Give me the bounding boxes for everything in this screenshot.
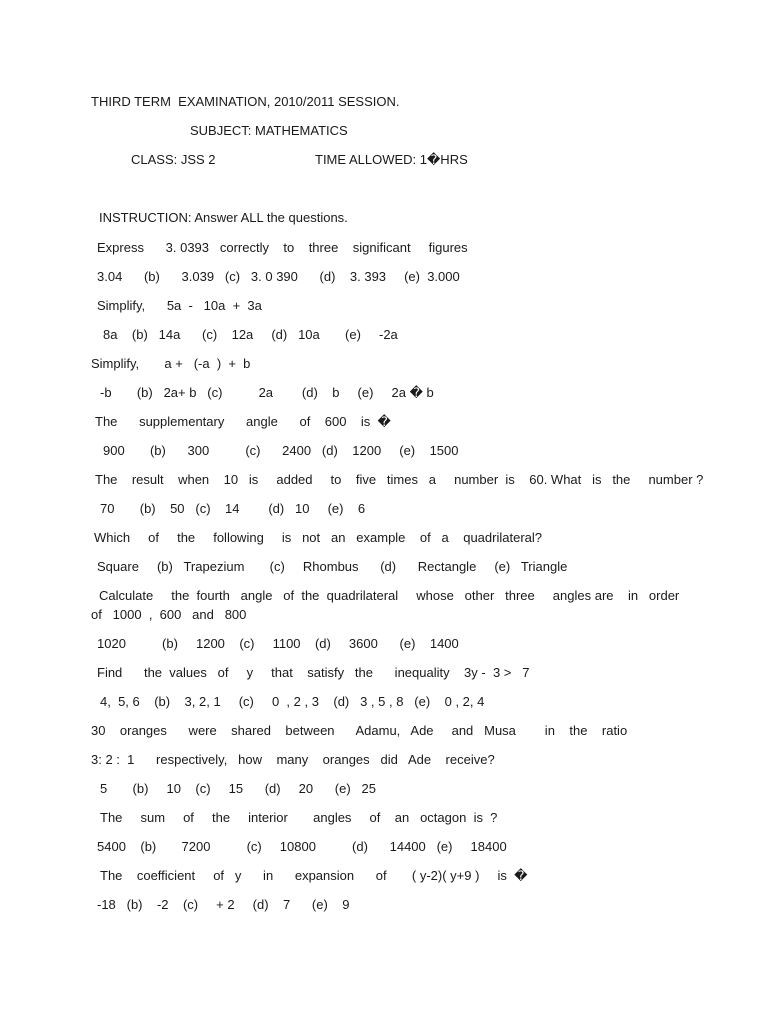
question-11-text: The coefficient of y in expansion of ( y-2)( y+9 ) is � (100, 868, 528, 883)
question-7-text: Calculate the fourth angle of the quadrilateral whose other three angles are in order (99, 588, 680, 603)
question-4-options: 900 (b) 300 (c) 2400 (d) 1200 (e) 1500 (103, 443, 459, 458)
question-9-options: 5 (b) 10 (c) 15 (d) 20 (e) 25 (100, 781, 376, 796)
exam-subject: SUBJECT: MATHEMATICS (190, 123, 348, 138)
question-1-text: Express 3. 0393 correctly to three significant figures (97, 240, 468, 255)
exam-instruction: INSTRUCTION: Answer ALL the questions. (99, 210, 348, 225)
question-5-text: The result when 10 is added to five times a number is 60. What is the number ? (95, 472, 704, 487)
exam-time-allowed: TIME ALLOWED: 1�HRS (315, 152, 468, 167)
question-10-options: 5400 (b) 7200 (c) 10800 (d) 14400 (e) 18400 (97, 839, 507, 854)
question-8-options: 4, 5, 6 (b) 3, 2, 1 (c) 0 , 2 , 3 (d) 3 , 5 , 8 (e) 0 , 2, 4 (100, 694, 485, 709)
question-2-options: 8a (b) 14a (c) 12a (d) 10a (e) -2a (103, 327, 398, 342)
question-8-text: Find the values of y that satisfy the inequality 3y - 3 > 7 (97, 665, 530, 680)
exam-title: THIRD TERM EXAMINATION, 2010/2011 SESSION. (91, 94, 400, 109)
question-4-text: The supplementary angle of 600 is � (95, 414, 391, 429)
question-10-text: The sum of the interior angles of an octagon is ? (100, 810, 498, 825)
question-11-options: -18 (b) -2 (c) + 2 (d) 7 (e) 9 (97, 897, 350, 912)
question-2-text: Simplify, 5a - 10a + 3a (97, 298, 262, 313)
question-9-text-continued: 3: 2 : 1 respectively, how many oranges did Ade receive? (91, 752, 495, 767)
question-6-text: Which of the following is not an example of a quadrilateral? (94, 530, 542, 545)
question-7-options: 1020 (b) 1200 (c) 1100 (d) 3600 (e) 1400 (97, 636, 459, 651)
question-3-options: -b (b) 2a+ b (c) 2a (d) b (e) 2a � b (100, 385, 434, 400)
question-1-options: 3.04 (b) 3.039 (c) 3. 0 390 (d) 3. 393 (e) 3.000 (97, 269, 460, 284)
question-9-text: 30 oranges were shared between Adamu, Ade and Musa in the ratio (91, 723, 628, 738)
question-7-text-continued: of 1000 , 600 and 800 (91, 607, 247, 622)
question-6-options: Square (b) Trapezium (c) Rhombus (d) Rectangle (e) Triangle (97, 559, 568, 574)
exam-class: CLASS: JSS 2 (131, 152, 216, 167)
question-5-options: 70 (b) 50 (c) 14 (d) 10 (e) 6 (100, 501, 366, 516)
question-3-text: Simplify, a + (-a ) + b (91, 356, 251, 371)
